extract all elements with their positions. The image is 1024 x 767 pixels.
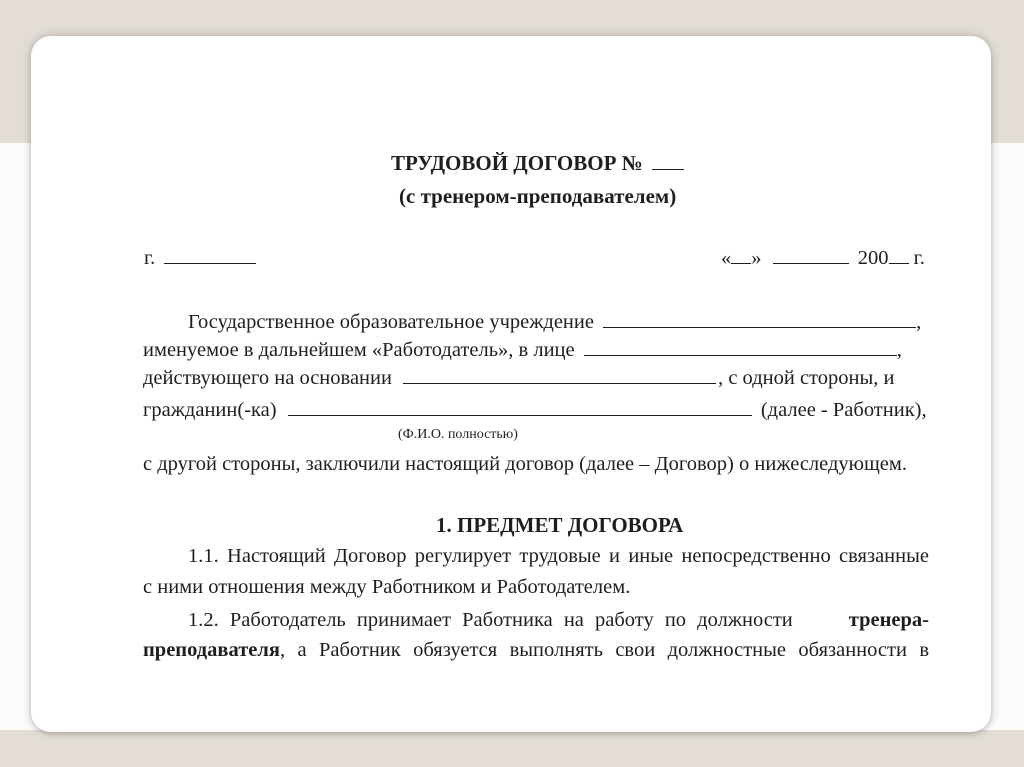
- employee-name-blank: [288, 399, 752, 416]
- intro-line-5: с другой стороны, заключили настоящий договор (далее – Договор) о нижеследующем.: [143, 453, 907, 475]
- position-title-part-2: преподавателя: [143, 639, 280, 661]
- institution-name-blank: [603, 311, 916, 328]
- intro-line-2-text: именуемое в дальнейшем «Работодатель», в лице: [143, 339, 575, 361]
- year-prefix: 200: [857, 247, 889, 269]
- intro-line-1-text: Государственное образовательное учреждение: [188, 311, 594, 333]
- year-blank: [889, 247, 909, 264]
- clause-1-2-line-2: [143, 640, 929, 661]
- contract-subtitle: (с тренером-преподавателем): [399, 184, 677, 208]
- clause-1-2-line-1-text: 1.2. Работодатель принимает Работника на работу по должности: [188, 609, 793, 631]
- contract-title-text: ТРУДОВОЙ ДОГОВОР №: [391, 151, 643, 175]
- year-suffix: г.: [913, 247, 925, 269]
- section-1-heading: 1. ПРЕДМЕТ ДОГОВОРА: [436, 513, 684, 537]
- intro-line-3-text-b: , с одной стороны, и: [718, 367, 895, 389]
- fio-hint: (Ф.И.О. полностью): [398, 427, 518, 442]
- month-blank: [773, 247, 849, 264]
- date-open-quote: «: [721, 247, 732, 269]
- day-blank: [731, 247, 751, 264]
- intro-line-3-text-a: действующего на основании: [143, 367, 392, 389]
- intro-line-1-comma: ,: [916, 311, 922, 333]
- city-prefix: г.: [144, 247, 156, 269]
- clause-1-2-line-2-text: , а Работник обязуется выполнять свои должностные обязанности в: [279, 639, 929, 661]
- intro-line-4: [143, 399, 927, 421]
- intro-line-1: [188, 311, 921, 333]
- date-close-quote: »: [751, 247, 762, 269]
- intro-line-4-text-a: гражданин(-ка): [143, 399, 277, 421]
- intro-line-2: [143, 339, 902, 361]
- clause-1-2-line-1: [188, 610, 929, 631]
- date-field: [721, 247, 925, 269]
- city-blank: [164, 247, 256, 264]
- city-field: [144, 247, 256, 269]
- intro-line-4-text-b: (далее - Работник),: [760, 399, 927, 421]
- intro-line-3: [143, 367, 894, 389]
- intro-line-2-comma: ,: [896, 339, 902, 361]
- contract-title: [391, 153, 684, 174]
- representative-blank: [584, 339, 897, 356]
- clause-1-1-line-2: с ними отношения между Работником и Работодателем.: [143, 576, 631, 598]
- clause-1-1-line-1: 1.1. Настоящий Договор регулирует трудовые и иные непосредственно связанные: [188, 545, 929, 567]
- position-title-part-1: тренера-: [848, 609, 929, 631]
- basis-blank: [403, 367, 716, 384]
- contract-number-blank: [652, 153, 684, 170]
